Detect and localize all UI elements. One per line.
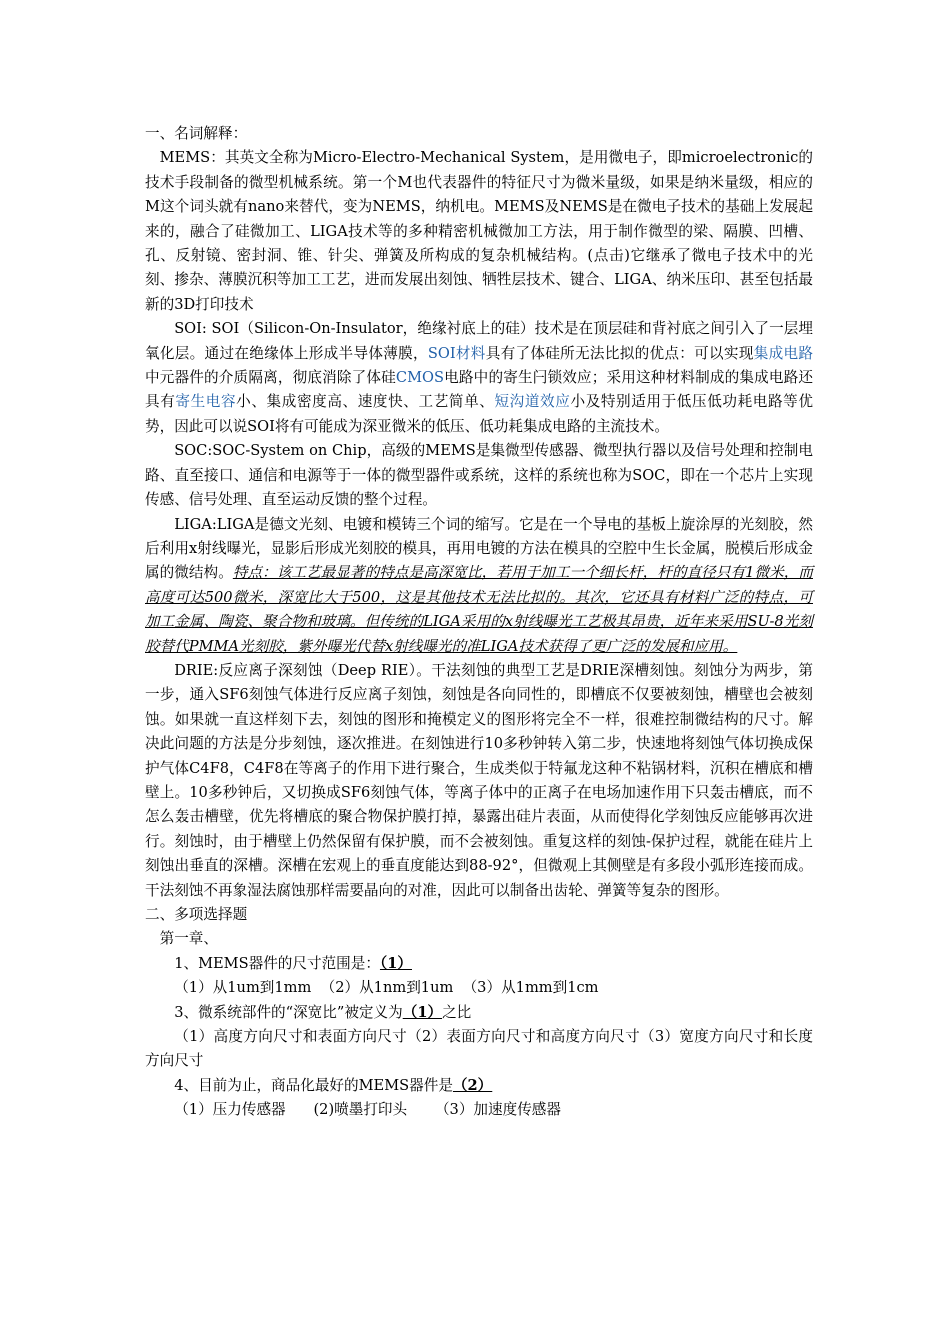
paragraph-drie: DRIE:反应离子深刻蚀（Deep RIE）。干法刻蚀的典型工艺是DRIE深槽刻蚀。刻蚀分为两步，第一步，通入SF6刻蚀气体进行反应离子刻蚀，刻蚀是各向同性的，即槽底不仅要被刻蚀，槽壁也会被刻蚀。如果就一直这样刻下去，刻蚀的图形和掩模定义的图形将完全不一样，很难控制微结构的尺寸。解决此问题的方法是分步刻蚀，逐次推进。在刻蚀进行10多秒钟转入第二步，快速地将刻蚀气体切换成保护气体C4F8，C4F8在等离子的作用下进行聚合，生成类似于特氟龙这种不粘锅材料，沉积在槽底和槽壁上。10多秒钟后，又切换成SF6刻蚀气体，等离子体中的正离子在电场加速作用下只轰击槽底，而不怎么轰击槽壁，优先将槽底的聚合物保护膜打掉，暴露出硅片表面，从而使得化学刻蚀反应能够再次进行。刻蚀时，由于槽壁上仍然保留有保护膜，而不会被刻蚀。重复这样的刻蚀-保护过程，就能在硅片上刻蚀出垂直的深槽。深槽在宏观上的垂直度能达到88-92°，但微观上其侧壁是有多段小弧形连接而成。干法刻蚀不再象湿法腐蚀那样需要晶向的对准，因此可以制备出齿轮、弹簧等复杂的图形。 bbox=[145, 661, 813, 899]
section-title-definitions: 一、名词解释： bbox=[145, 125, 248, 142]
paragraph-mems: MEMS：其英文全称为Micro-Electro-Mechanical System，是用微电子，即microelectronic的技术手段制备的微型机械系统。第一个M也代表器件的特征尺寸为微米量级，如果是纳米量级，相应的M这个词头就有nano来替代，变为NEMS，纳机电。MEMS及NEMS是在微电子技术的基础上发展起来的，融合了硅微加工、LIGA技术等的多种精密机械微加工方法，用于制作微型的梁、隔膜、凹槽、孔、反射镜、密封洞、锥、针尖、弹簧及所构成的复杂机械结构。(点击)它继承了微电子技术中的光刻、掺杂、薄膜沉积等加工工艺，进而发展出刻蚀、牺牲层技术、键合、LIGA、纳米压印、甚至包括最新的3D打印技术 bbox=[145, 149, 813, 313]
link-soi-material[interactable]: SOI材料 bbox=[427, 344, 486, 362]
question-3-answer: （1） bbox=[402, 1003, 443, 1021]
paragraph-soc: SOC:SOC-System on Chip，高级的MEMS是集微型传感器、微型执行器以及信号处理和控制电路、直至接口、通信和电源等于一体的微型器件或系统，这样的系统也称为SOC，即在一个芯片上实现传感、信号处理、直至运动反馈的整个过程。 bbox=[145, 442, 813, 509]
link-integrated-circuit[interactable]: 集成电路 bbox=[753, 344, 813, 362]
question-1-stem: 1、MEMS器件的尺寸范围是： bbox=[174, 954, 380, 972]
link-parasitic-capacitance[interactable]: 寄生电容 bbox=[175, 393, 237, 411]
document-page bbox=[145, 122, 813, 1123]
soi-text-3: 中元器件的介质隔离，彻底消除了体硅 bbox=[145, 369, 396, 387]
question-1-answer: （1） bbox=[379, 954, 412, 972]
section-title-multiple-choice: 二、多项选择题 bbox=[145, 906, 248, 923]
question-4-stem: 4、目前为止，商品化最好的MEMS器件是 bbox=[174, 1076, 453, 1094]
paragraph-liga bbox=[145, 513, 813, 659]
liga-emphasis: 特点：该工艺最显著的特点是高深宽比，若用于加工一个细长杆，杆的直径只有1微米，而高度可达500微米，深宽比大于500，这是其他技术无法比拟的。其次，它还具有材料广泛的特点，可加工金属、陶瓷、聚合物和玻璃。但传统的LIGA采用的x射线曝光工艺极其昂贵，近年来采用SU-8光刻胶替代PMMA光刻胶，紫外曝光代替x射线曝光的准LIGA技术获得了更广泛的发展和应用。 bbox=[145, 564, 813, 655]
paragraph-soi bbox=[145, 317, 813, 439]
soi-text-6: 小及特别适用于低压低功耗电路等优势，因此可以说SOI将有可能成为深亚微米的低压、低功耗集成电路的主流技术。 bbox=[145, 393, 813, 435]
soi-text-2: 具有了体硅所无法比拟的优点：可以实现 bbox=[485, 344, 754, 362]
soi-text-4: 电路中的寄生闩锁效应；采用这种材料制成的集成电路还具有 bbox=[145, 369, 813, 411]
chapter-title: 第一章、 bbox=[159, 930, 218, 948]
question-3 bbox=[145, 1001, 813, 1025]
question-1-options: （1）从1um到1mm （2）从1nm到1um （3）从1mm到1cm bbox=[174, 979, 599, 997]
liga-text: LIGA:LIGA是德文光刻、电镀和模铸三个词的缩写。它是在一个导电的基板上旋涂厚的光刻胶，然后利用x射线曝光，显影后形成光刻胶的模具，再用电镀的方法在模具的空腔中生长金属，脱模后形成金属的微结构。 bbox=[145, 515, 813, 582]
link-cmos[interactable]: CMOS bbox=[395, 369, 444, 387]
question-1 bbox=[145, 952, 813, 976]
question-4-options: （1）压力传感器 (2)喷墨打印头 （3）加速度传感器 bbox=[174, 1101, 561, 1119]
soi-text-5: 小、集成密度高、速度快、工艺简单、 bbox=[236, 393, 495, 411]
link-short-channel-effect[interactable]: 短沟道效应 bbox=[494, 393, 571, 411]
question-4 bbox=[145, 1074, 813, 1098]
question-3-stem-end: 之比 bbox=[442, 1003, 472, 1021]
question-4-answer: （2） bbox=[452, 1076, 493, 1094]
question-3-options: （1）高度方向尺寸和表面方向尺寸（2）表面方向尺寸和高度方向尺寸（3）宽度方向尺寸和长度方向尺寸 bbox=[145, 1028, 813, 1070]
question-3-stem: 3、微系统部件的“深宽比”被定义为 bbox=[174, 1003, 403, 1021]
soi-text-1: SOI: SOI（Silicon-On-Insulator，绝缘衬底上的硅）技术是在顶层硅和背衬底之间引入了一层埋氧化层。通过在绝缘体上形成半导体薄膜， bbox=[145, 320, 813, 362]
